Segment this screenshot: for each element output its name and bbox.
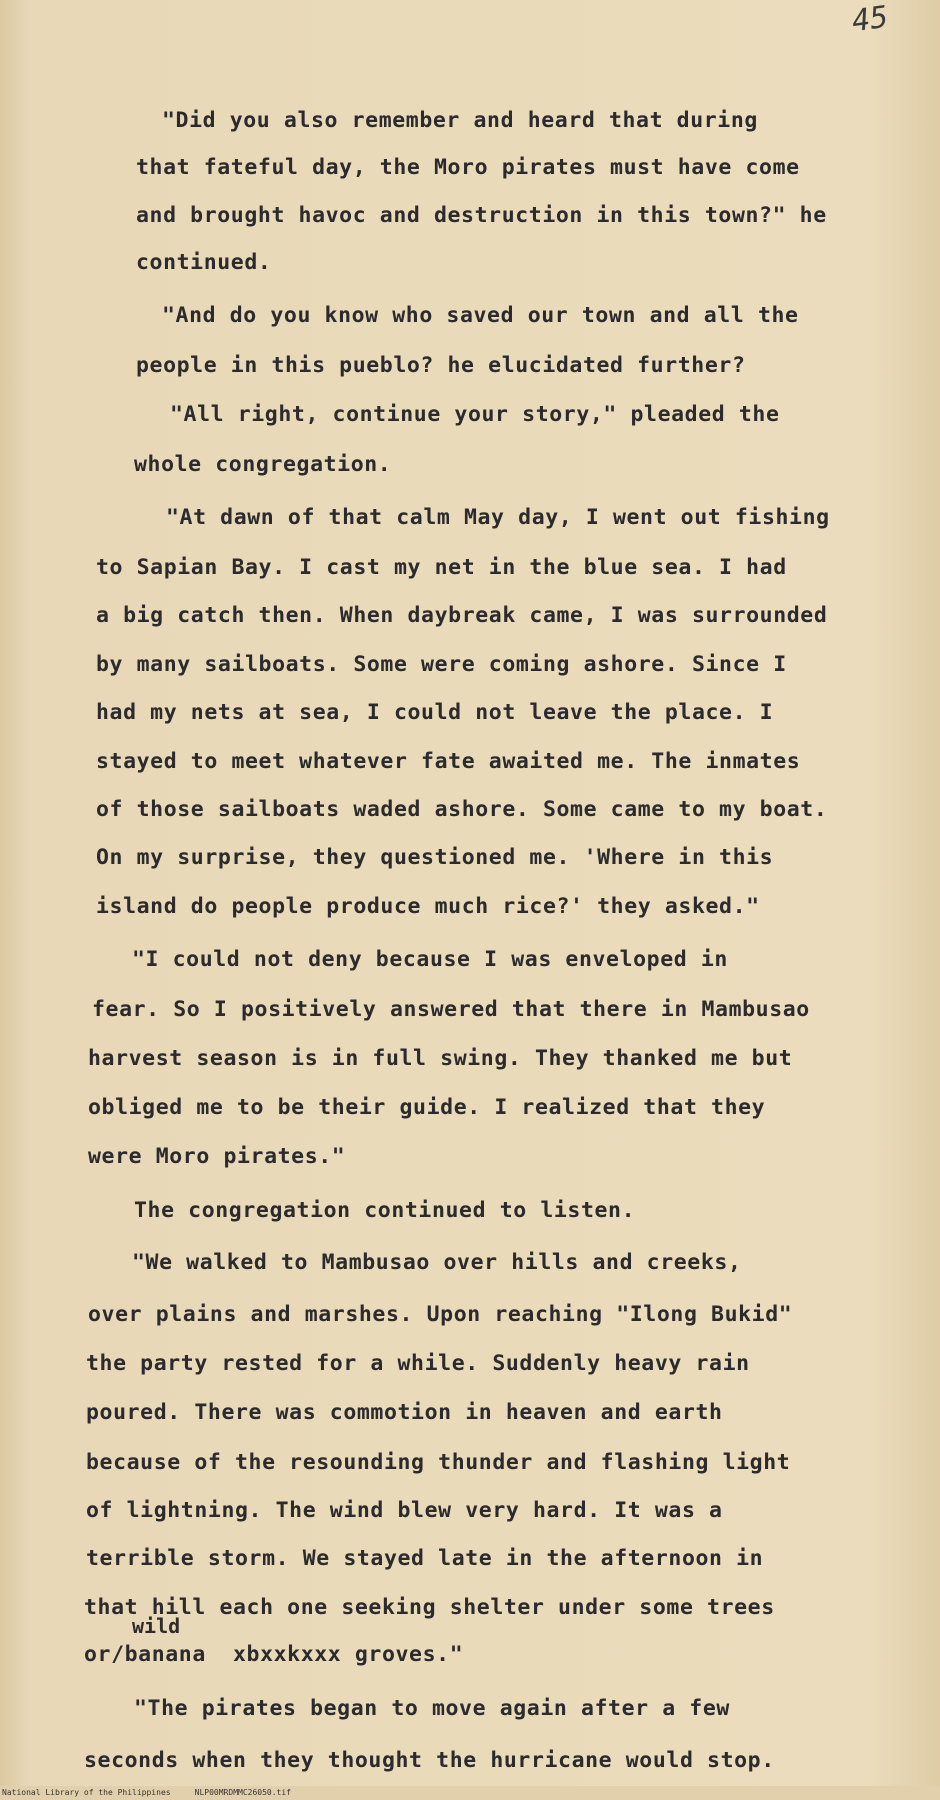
- text-line: whole congregation.: [134, 452, 392, 477]
- page-number: 45: [849, 0, 891, 40]
- text-line: and brought havoc and destruction in this town?" he: [136, 203, 827, 228]
- text-line: had my nets at sea, I could not leave the place. I: [96, 700, 774, 725]
- text-line: terrible storm. We stayed late in the afternoon in: [86, 1546, 764, 1571]
- text-line: The congregation continued to listen.: [134, 1198, 636, 1223]
- text-line: "And do you know who saved our town and all the: [162, 303, 799, 328]
- handwritten-insertion: wild: [132, 1614, 181, 1638]
- text-line: over plains and marshes. Upon reaching "Ilong Bukid": [88, 1302, 793, 1327]
- text-line: of those sailboats waded ashore. Some came to my boat.: [96, 797, 828, 822]
- text-line: island do people produce much rice?' they asked.": [96, 894, 760, 919]
- text-line: people in this pueblo? he elucidated further?: [136, 353, 746, 378]
- text-line: "I could not deny because I was enveloped in: [132, 947, 728, 972]
- text-line: "All right, continue your story," pleaded the: [170, 402, 780, 427]
- scan-footer: National Library of the Philippines NLP00MRDMMC26050.tif: [0, 1786, 940, 1800]
- text-line: that fateful day, the Moro pirates must have come: [136, 155, 800, 180]
- text-line: because of the resounding thunder and flashing light: [86, 1450, 791, 1475]
- text-line: continued.: [136, 250, 272, 275]
- text-line: a big catch then. When daybreak came, I was surrounded: [96, 603, 828, 628]
- text-line: of lightning. The wind blew very hard. It was a: [86, 1498, 723, 1523]
- text-line: the party rested for a while. Suddenly heavy rain: [86, 1351, 750, 1376]
- text-line: stayed to meet whatever fate awaited me. The inmates: [96, 749, 801, 774]
- text-line: seconds when they thought the hurricane would stop.: [84, 1748, 775, 1773]
- text-line: "The pirates began to move again after a few: [134, 1696, 730, 1721]
- text-line: "At dawn of that calm May day, I went out fishing: [166, 505, 830, 530]
- text-line: were Moro pirates.": [88, 1144, 346, 1169]
- text-line: obliged me to be their guide. I realized that they: [88, 1095, 766, 1120]
- text-line: "We walked to Mambusao over hills and creeks,: [132, 1250, 742, 1275]
- text-line: that hill each one seeking shelter under some trees: [84, 1595, 775, 1620]
- text-line: to Sapian Bay. I cast my net in the blue sea. I had: [96, 555, 787, 580]
- text-line: or/banana xbxxkxxx groves.": [84, 1642, 464, 1667]
- text-line: harvest season is in full swing. They thanked me but: [88, 1046, 793, 1071]
- text-line: by many sailboats. Some were coming ashore. Since I: [96, 652, 787, 677]
- text-line: poured. There was commotion in heaven and earth: [86, 1400, 723, 1425]
- text-line: "Did you also remember and heard that during: [162, 108, 758, 133]
- text-line: fear. So I positively answered that there in Mambusao: [92, 997, 810, 1022]
- text-line: On my surprise, they questioned me. 'Where in this: [96, 845, 774, 870]
